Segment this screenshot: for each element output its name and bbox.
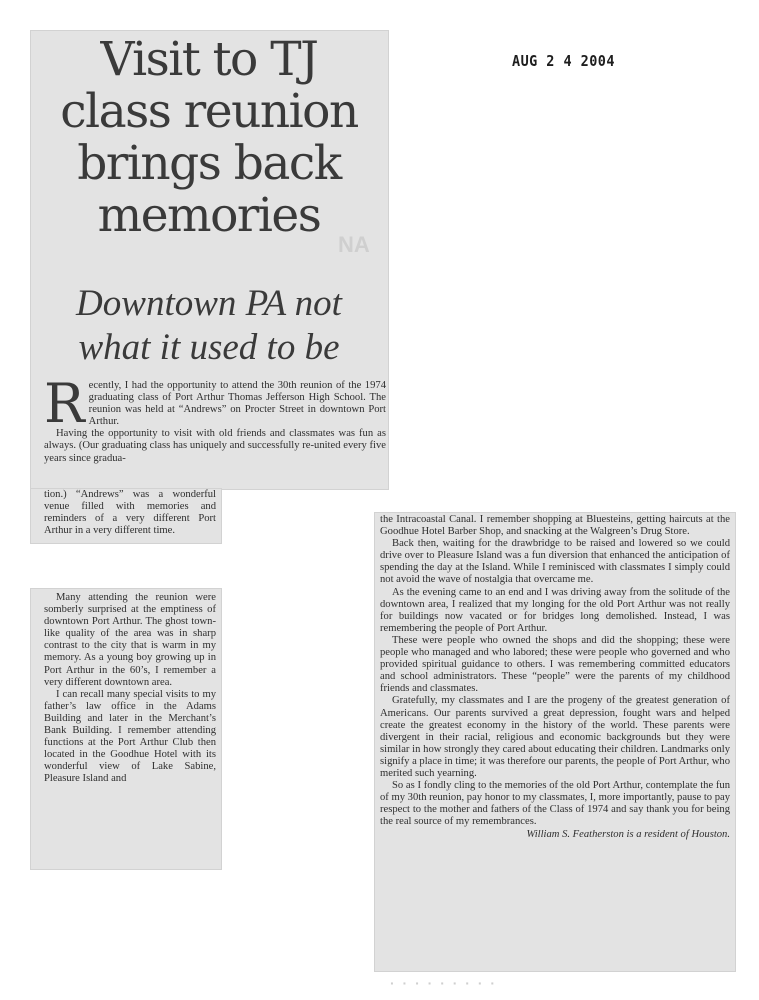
article-paragraph: So as I fondly cling to the memories of the old Port Arthur, contemplate the fun of my 30th reunion, pay honor to my classmates, I, more importantly, pause to pay respect to the mother and fathers of the Class of 1974 and say thank you for being the real source of my remembrances. xyxy=(380,780,731,828)
article-paragraph: Having the opportunity to visit with old friends and classmates was fun as always. (Our graduating class has uniquely and successfully re-united every five years since gradua- xyxy=(44,428,386,464)
date-stamp: AUG 2 4 2004 xyxy=(512,52,615,70)
article-paragraph: I can recall many special visits to my father’s law office in the Adams Building and later in the Merchant’s Bank Building. I remember attending functions at the Port Arthur Club then located in the Goodhue Hotel with its wonderful view of Lake Sabine, Pleasure Island and xyxy=(44,688,216,785)
lead-paragraph xyxy=(44,372,386,435)
subheadline xyxy=(36,282,382,370)
article-column-right xyxy=(380,514,730,842)
article-paragraph: Gratefully, my classmates and I are the progeny of the greatest generation of Americans. Our parents survived a great depression, fought wars and helped create the greatest economy in the history of the world. These parents were divergent in their racial, religious and economic backgrounds but they were similar in how strongly they cared about educating their children. Landmarks only signify a place in time; it was therefore our parents, the people of Port Arthur, who merited such yearning. xyxy=(380,695,730,779)
headline-line: Visit to TJ xyxy=(100,32,318,87)
bleed-through-mark: NA xyxy=(338,232,370,257)
headline-line: class reunion xyxy=(60,84,358,139)
bleed-through-text: · · · · · · · · · xyxy=(390,975,498,991)
article-column-top xyxy=(44,372,386,465)
article-paragraph: Back then, waiting for the drawbridge to be raised and lowered so we could drive over to Pleasure Island was a fun diversion that enhanced the anticipation of spending the day at the Island. While I reminisced with classmates I simply could not avoid the wave of nostalgia that overcame me. xyxy=(380,538,730,586)
article-column-middle xyxy=(44,592,216,786)
headline-line: memories xyxy=(97,188,321,243)
headline xyxy=(36,34,382,242)
lead-text: ecently, I had the opportunity to attend the 30th reunion of the 1974 graduating class of Port Arthur Thomas Jefferson High School. The reunion was held at “Andrews” on Procter Street in downtown Port Arthur. xyxy=(88,380,386,428)
subheadline-line: Downtown PA not xyxy=(76,283,342,324)
drop-cap: R xyxy=(44,372,85,435)
article-paragraph: the Intracoastal Canal. I remember shopping at Bluesteins, getting haircuts at the Goodhue Hotel Barber Shop, and snacking at the Walgreen’s Drug Store. xyxy=(380,514,730,538)
article-paragraph: These were people who owned the shops and did the shopping; these were people who managed and who labored; these were people who governed and who provided spiritual guidance to others. I was remembering committed educators and school administrators. These “people” were the parents of my childhood friends and classmates. xyxy=(380,634,730,695)
article-column-top-narrow xyxy=(44,489,216,537)
article-paragraph: Many attending the reunion were somberly surprised at the emptiness of downtown Port Arthur. The ghost town-like quality of the area was in sharp contrast to the city that is warm in my memory. As a young boy growing up in Port Arthur in the 60’s, I remember a very different downtown area. xyxy=(44,592,216,688)
headline-line: brings back xyxy=(77,136,341,191)
article-paragraph: As the evening came to an end and I was driving away from the solitude of the downtown area, I realized that my longing for the old Port Arthur was not really for buildings now vacated or for bridges long demolished. Instead, I was remembering the people of Port Arthur. xyxy=(380,586,730,634)
byline: William S. Featherston is a resident of Houston. xyxy=(526,829,730,841)
article-paragraph: tion.) “Andrews” was a wonderful venue filled with memories and reminders of a very different Port Arthur in a very different time. xyxy=(44,489,216,537)
subheadline-line: what it used to be xyxy=(78,327,340,368)
